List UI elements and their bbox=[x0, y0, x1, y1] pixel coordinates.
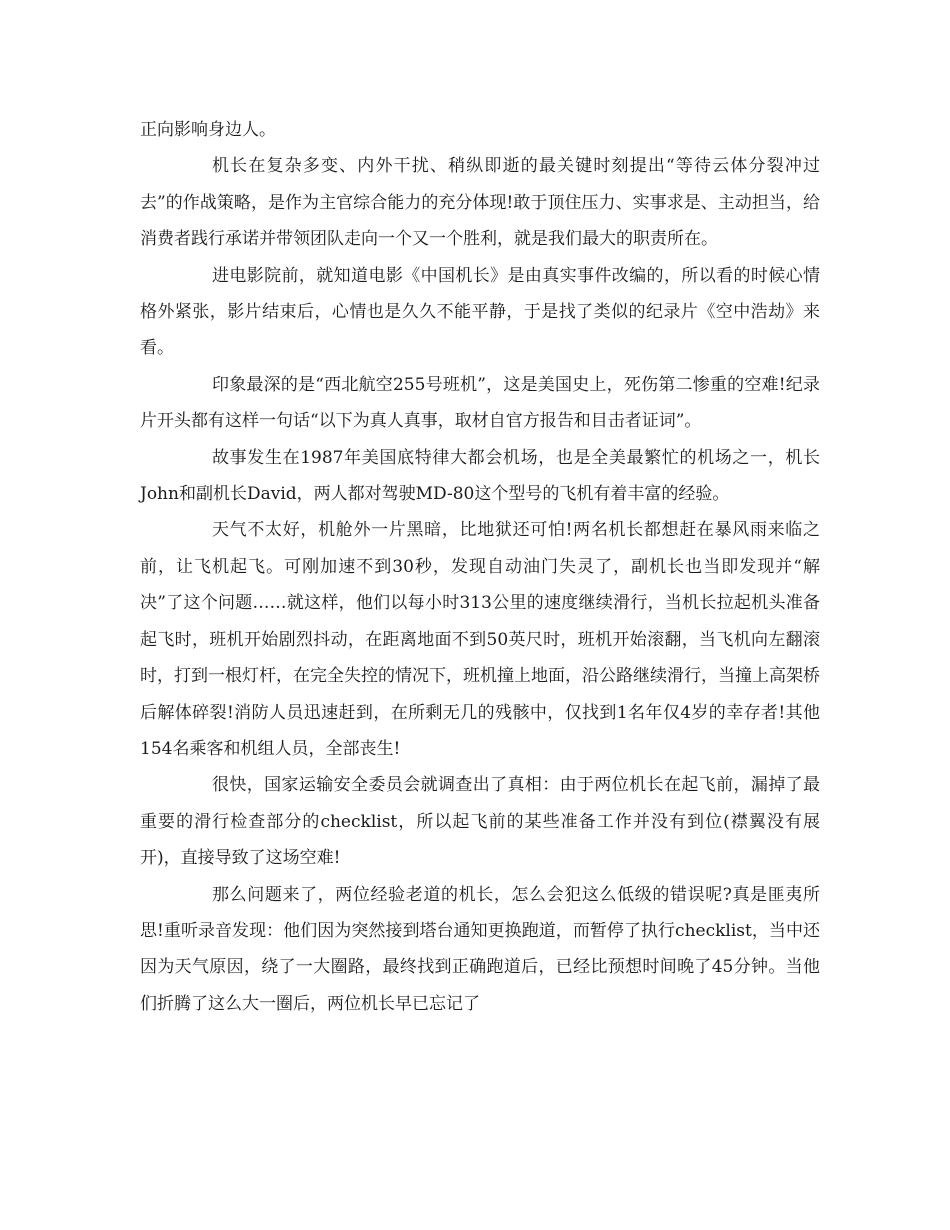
paragraph-5: 故事发生在1987年美国底特律大都会机场，也是全美最繁忙的机场之一，机长John和副机长David，两人都对驾驶MD-80这个型号的飞机有着丰富的经验。 bbox=[140, 447, 820, 505]
paragraph-7: 很快，国家运输安全委员会就调查出了真相：由于两位机长在起飞前，漏掉了最重要的滑行检查部分的checklist，所以起飞前的某些准备工作并没有到位(襟翼没有展开)，直接导致了这场空难! bbox=[140, 775, 820, 869]
paragraph-6: 天气不太好，机舱外一片黑暗，比地狱还可怕!两名机长都想赶在暴风雨来临之前，让飞机起飞。可刚加速不到30秒，发现自动油门失灵了，副机长也当即发现并“解决”了这个问题……就这样，他们以每小时313公里的速度继续滑行，当机长拉起机头准备起飞时，班机开始剧烈抖动，在距离地面不到50英尺时，班机开始滚翻，当飞机向左翻滚时，打到一根灯杆，在完全失控的情况下，班机撞上地面，沿公路继续滑行，当撞上高架桥后解体碎裂!消防人员迅速赶到，在所剩无几的残骸中，仅找到1名年仅4岁的幸存者!其他154名乘客和机组人员，全部丧生! bbox=[140, 520, 820, 759]
paragraph-1: 正向影响身边人。 bbox=[140, 120, 276, 140]
paragraph-8: 那么问题来了，两位经验老道的机长，怎么会犯这么低级的错误呢?真是匪夷所思!重听录音发现：他们因为突然接到塔台通知更换跑道，而暂停了执行checklist，当中还因为天气原因，绕了一大圈路，最终找到正确跑道后，已经比预想时间晚了45分钟。当他们折腾了这么大一圈后，两位机长早已忘记了 bbox=[140, 884, 820, 1014]
document-body bbox=[140, 112, 820, 1022]
paragraph-2: 机长在复杂多变、内外干扰、稍纵即逝的最关键时刻提出“等待云体分裂冲过去”的作战策略，是作为主官综合能力的充分体现!敢于顶住压力、实事求是、主动担当，给消费者践行承诺并带领团队走向一个又一个胜利，就是我们最大的职责所在。 bbox=[140, 156, 820, 250]
paragraph-4: 印象最深的是“西北航空255号班机”，这是美国史上，死伤第二惨重的空难!纪录片开头都有这样一句话“以下为真人真事，取材自官方报告和目击者证词”。 bbox=[140, 374, 820, 432]
paragraph-3: 进电影院前，就知道电影《中国机长》是由真实事件改编的，所以看的时候心情格外紧张，影片结束后，心情也是久久不能平静，于是找了类似的纪录片《空中浩劫》来看。 bbox=[140, 265, 820, 359]
